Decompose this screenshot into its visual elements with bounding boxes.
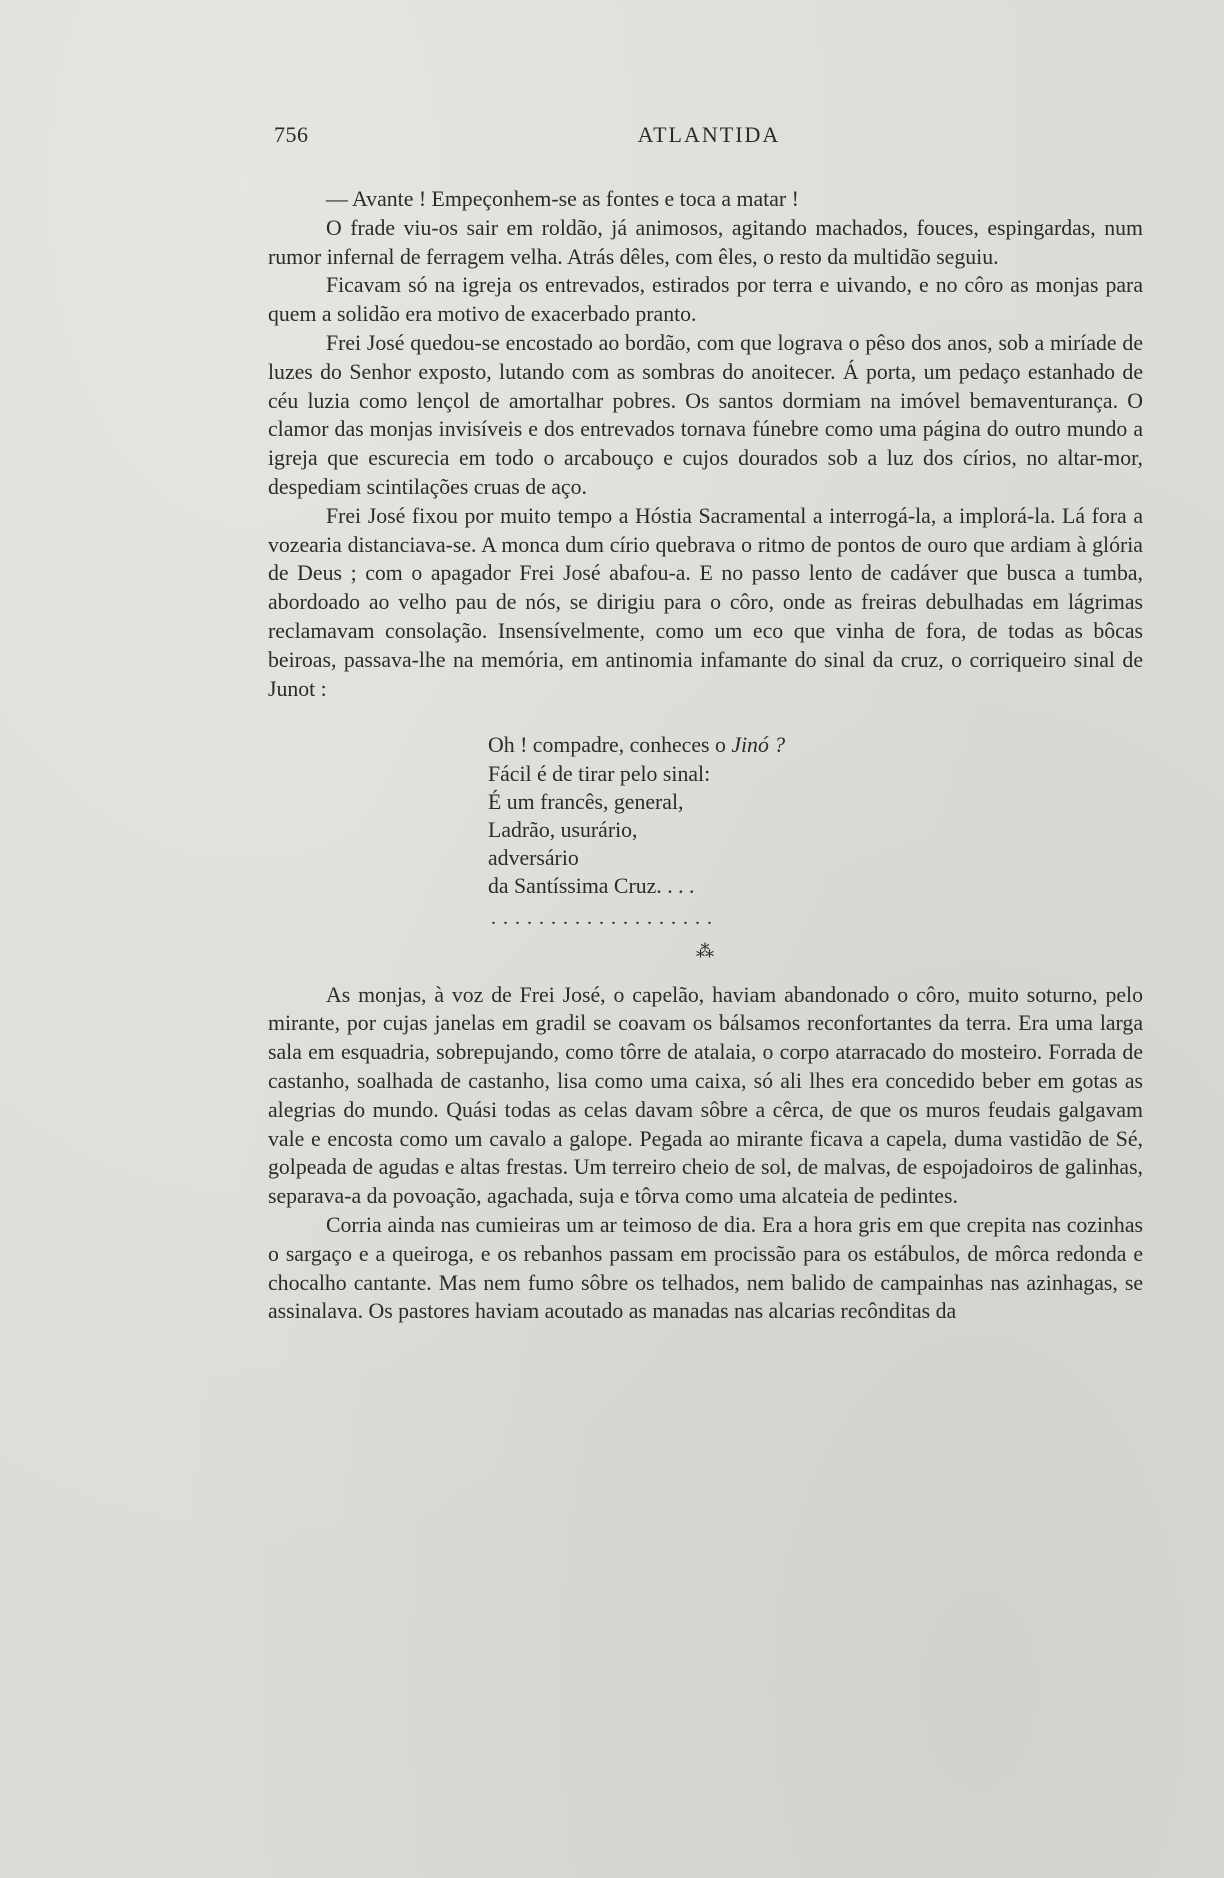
paragraph: — Avante ! Empeçonhem-se as fontes e toca a matar !: [326, 187, 799, 211]
verse-block: [488, 731, 1143, 900]
verse-line-text: Oh ! compadre, conheces o: [488, 733, 732, 758]
verse-line: É um francês, general,: [488, 789, 684, 814]
paragraph: O frade viu-os sair em roldão, já animosos, agitando machados, fouces, espingardas, num rumor infernal de ferragem velha. Atrás dêles, com êles, o resto da multidão seguiu.: [268, 215, 1143, 269]
paragraph: Frei José fixou por muito tempo a Hóstia Sacramental a interrogá-la, a implorá-la. Lá fora a vozearia distanciava-se. A monca dum círio quebrava o ritmo de pontos de ouro que ardiam à glória de Deus ; com o apagador Frei José abafou-a. E no passo lento de cadáver que busca a tumba, abordoado ao velho pau de nós, se dirigiu para o côro, onde as freiras debulhadas em lágrimas reclamavam consolação. Insensívelmente, como um eco que vinha de fora, de todas as bôcas beiroas, passava-lhe na memória, em antinomia infamante do sinal da cruz, o corriqueiro sinal de Junot :: [268, 503, 1143, 701]
verse-line: Ladrão, usurário,: [488, 817, 638, 842]
verse-italic-word: Jinó ?: [731, 733, 786, 758]
page-number: 756: [274, 122, 309, 147]
verse-line: Fácil é de tirar pelo sinal:: [488, 761, 711, 786]
running-title: ATLANTIDA: [637, 122, 781, 147]
paragraph: As monjas, à voz de Frei José, o capelão, haviam abandonado o côro, muito soturno, pelo mirante, por cujas janelas em gradil se coavam os bálsamos reconfortantes da terra. Era uma larga sala em esquadria, sobrepujando, como tôrre de atalaia, o corpo atarracado do mosteiro. Forrada de castanho, soalhada de castanho, lisa como uma caixa, só ali lhes era concedido beber em gotas as alegrias do mundo. Quási todas as celas davam sôbre a cêrca, de que os muros feudais galgavam vale e encosta como um cavalo a galope. Pegada ao mirante ficava a capela, duma vastidão de Sé, golpeada de agudas e altas frestas. Um terreiro cheio de sol, de malvas, de espojadoiros de galinhas, separava-a da povoação, agachada, suja e tôrva como uma alcateia de pedintes.: [268, 982, 1143, 1209]
verse-line: da Santíssima Cruz. . . .: [488, 874, 695, 899]
paragraph: Corria ainda nas cumieiras um ar teimoso de dia. Era a hora gris em que crepita nas cozinhas o sargaço e a queiroga, e os rebanhos passam em procissão para os estábulos, de môrca redonda e chocalho cantante. Mas nem fumo sôbre os telhados, nem balido de campainhas nas azinhagas, se assinalava. Os pastores haviam acoutado as manadas nas alcarias recônditas da: [268, 1212, 1143, 1324]
ellipsis-row: ...................: [491, 906, 719, 929]
section-break-asterism: ⁂: [696, 940, 715, 961]
verse-line: [488, 731, 1143, 759]
section-text: [268, 981, 1143, 1327]
paragraph: Frei José quedou-se encostado ao bordão, com que lograva o pêso dos anos, sob a miríade de luzes do Senhor exposto, lutando com as sombras do anoitecer. Á porta, um pedaço estanhado de céu luzia como lençol de amortalhar pobres. Os santos dormiam na imóvel bemaventurança. O clamor das monjas invisíveis e dos entrevados tornava fúnebre como uma página do outro mundo a igreja que escurecia em todo o arcabouço e cujos dourados sob a luz dos círios, no altar-mor, despediam scintilações cruas de aço.: [268, 330, 1143, 499]
verse-line: adversário: [488, 846, 579, 871]
paragraph: Ficavam só na igreja os entrevados, estirados por terra e uivando, e no côro as monjas para quem a solidão era motivo de exacerbado pranto.: [268, 273, 1143, 327]
page-header: [274, 122, 1144, 152]
body-text: [268, 185, 1143, 1326]
